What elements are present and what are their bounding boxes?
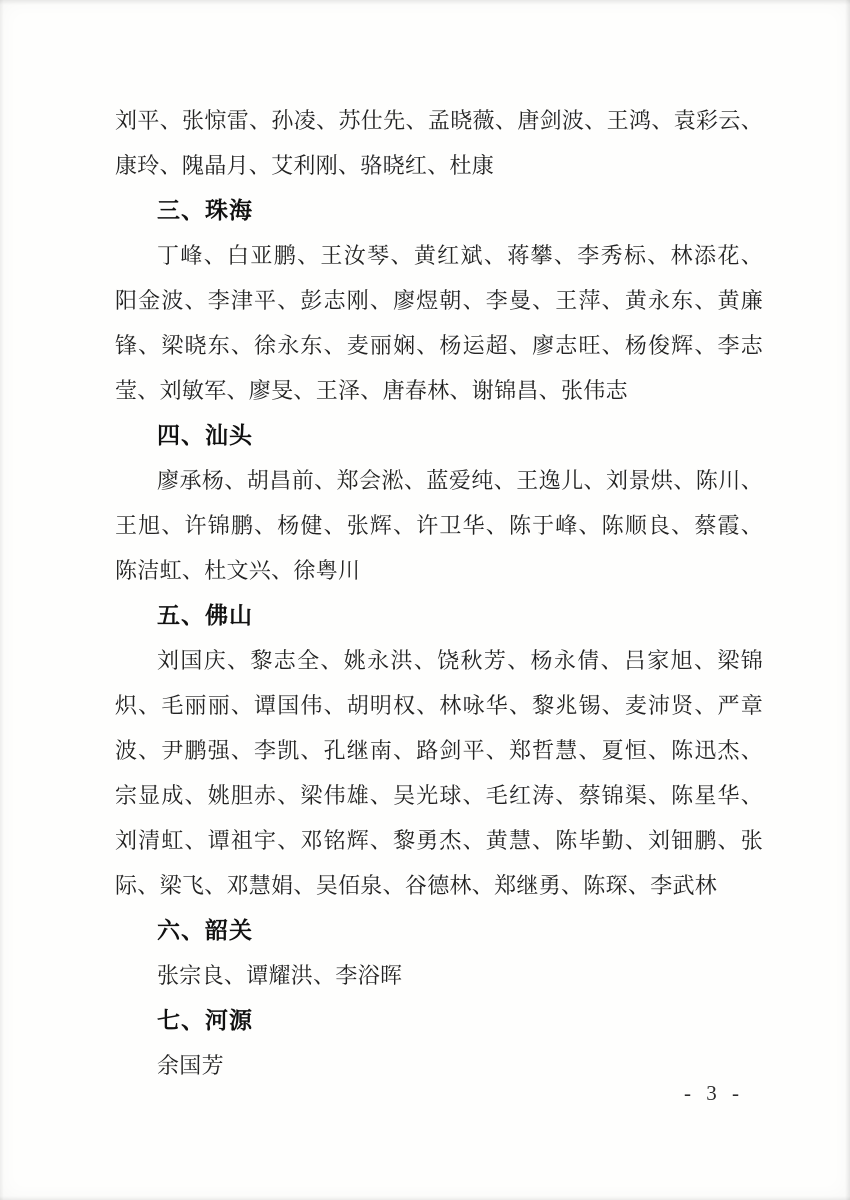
name-list-line: 康玲、隗晶月、艾利刚、骆晓红、杜康 [115, 153, 495, 178]
name-list-line: 刘清虹、谭祖宇、邓铭辉、黎勇杰、黄慧、陈毕勤、刘钿鹏、张 [115, 828, 763, 853]
name-list-line: 张宗良、谭耀洪、李浴晖 [157, 963, 403, 988]
document-body [115, 98, 763, 1088]
name-list-line: 炽、毛丽丽、谭国伟、胡明权、林咏华、黎兆锡、麦沛贤、严章 [115, 693, 763, 718]
section-heading-2: 四、汕头 [157, 422, 253, 448]
name-list-line: 宗显成、姚胆赤、梁伟雄、吴光球、毛红涛、蔡锦渠、陈星华、 [115, 783, 763, 808]
name-list-line: 廖承杨、胡昌前、郑会淞、蓝爱纯、王逸儿、刘景烘、陈川、 [157, 468, 763, 493]
name-list-line: 丁峰、白亚鹏、王汝琴、黄红斌、蒋攀、李秀标、林添花、 [157, 243, 763, 268]
name-list-line: 刘国庆、黎志全、姚永洪、饶秋芳、杨永倩、吕家旭、梁锦 [157, 648, 763, 673]
name-list-line: 波、尹鹏强、李凯、孔继南、路剑平、郑哲慧、夏恒、陈迅杰、 [115, 738, 763, 763]
name-list-line: 阳金波、李津平、彭志刚、廖煜朝、李曼、王萍、黄永东、黄廉 [115, 288, 763, 313]
name-list-line: 余国芳 [157, 1053, 224, 1078]
name-list-line: 锋、梁晓东、徐永东、麦丽娴、杨运超、廖志旺、杨俊辉、李志 [115, 333, 763, 358]
name-list-line: 陈洁虹、杜文兴、徐粤川 [115, 558, 361, 583]
scan-edge-right [845, 0, 850, 1200]
name-list-line: 际、梁飞、邓慧娟、吴佰泉、谷德林、郑继勇、陈琛、李武林 [115, 873, 718, 898]
section-heading-4: 六、韶关 [157, 917, 253, 943]
scan-edge-top [0, 0, 850, 5]
name-list-line: 王旭、许锦鹏、杨健、张辉、许卫华、陈于峰、陈顺良、蔡霞、 [115, 513, 763, 538]
page-number: - 3 - [684, 1081, 744, 1105]
scan-edge-left [0, 0, 4, 1200]
section-heading-5: 七、河源 [157, 1007, 253, 1033]
section-heading-1: 三、珠海 [157, 197, 253, 223]
name-list-line: 刘平、张惊雷、孙凌、苏仕先、孟晓薇、唐剑波、王鸿、袁彩云、 [115, 108, 763, 133]
section-heading-3: 五、佛山 [157, 602, 253, 628]
name-list-line: 莹、刘敏军、廖旻、王泽、唐春林、谢锦昌、张伟志 [115, 378, 628, 403]
scan-edge-bottom [0, 1196, 850, 1200]
